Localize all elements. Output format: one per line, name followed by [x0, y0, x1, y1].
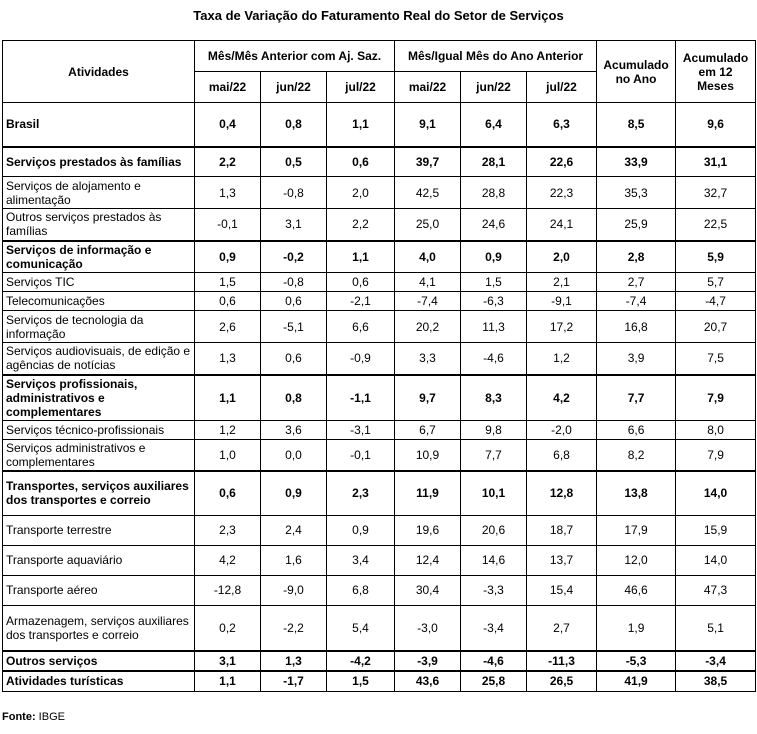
row-value: 9,7	[395, 375, 461, 421]
table-row	[3, 375, 756, 421]
row-value: -4,6	[461, 343, 527, 375]
row-value: 5,9	[676, 241, 756, 273]
table-row	[3, 605, 756, 651]
row-value: 3,6	[261, 420, 327, 439]
row-label: Transportes, serviços auxiliares dos transportes e correio	[3, 471, 195, 515]
row-value: 8,3	[461, 375, 527, 421]
row-value: 0,9	[327, 515, 395, 545]
row-value: 6,6	[327, 311, 395, 343]
row-value: 8,0	[676, 420, 756, 439]
header-mes-igual-mes: Mês/Igual Mês do Ano Anterior	[395, 41, 597, 72]
row-value: 9,8	[461, 420, 527, 439]
row-value: 42,5	[395, 177, 461, 209]
row-value: 2,7	[527, 605, 597, 651]
row-value: -1,7	[261, 671, 327, 691]
table-row	[3, 273, 756, 292]
row-value: 35,3	[597, 177, 676, 209]
row-value: 3,3	[395, 343, 461, 375]
row-value: 1,2	[527, 343, 597, 375]
row-value: -2,0	[527, 420, 597, 439]
row-value: 6,8	[527, 439, 597, 471]
row-value: -3,3	[461, 575, 527, 605]
source-note	[2, 711, 65, 723]
row-value: 6,4	[461, 103, 527, 147]
row-value: -3,0	[395, 605, 461, 651]
row-value: 33,9	[597, 147, 676, 177]
row-value: -3,4	[676, 651, 756, 671]
row-label: Outros serviços prestados às famílias	[3, 209, 195, 241]
row-label: Transporte aquaviário	[3, 545, 195, 575]
row-label: Serviços prestados às famílias	[3, 147, 195, 177]
row-value: 2,0	[327, 177, 395, 209]
row-value: 0,6	[327, 273, 395, 292]
row-value: 0,2	[195, 605, 261, 651]
row-value: 0,8	[261, 375, 327, 421]
row-value: -6,3	[461, 292, 527, 311]
row-value: -4,6	[461, 651, 527, 671]
row-value: 2,0	[527, 241, 597, 273]
row-value: 0,6	[195, 471, 261, 515]
row-value: 1,1	[195, 375, 261, 421]
row-value: 20,6	[461, 515, 527, 545]
row-value: 0,8	[261, 103, 327, 147]
row-value: 2,2	[195, 147, 261, 177]
row-value: 11,3	[461, 311, 527, 343]
row-value: 9,6	[676, 103, 756, 147]
row-label: Atividades turísticas	[3, 671, 195, 691]
row-value: 15,4	[527, 575, 597, 605]
row-value: 41,9	[597, 671, 676, 691]
row-value: 1,1	[327, 241, 395, 273]
row-value: 22,6	[527, 147, 597, 177]
row-value: 1,6	[261, 545, 327, 575]
row-value: 28,8	[461, 177, 527, 209]
row-value: 5,4	[327, 605, 395, 651]
row-value: 12,4	[395, 545, 461, 575]
row-value: 15,9	[676, 515, 756, 545]
row-value: 22,3	[527, 177, 597, 209]
header-month: mai/22	[195, 72, 261, 103]
row-label: Transporte aéreo	[3, 575, 195, 605]
row-label: Serviços de alojamento e alimentação	[3, 177, 195, 209]
table-row	[3, 343, 756, 375]
row-value: -12,8	[195, 575, 261, 605]
row-label: Serviços audiovisuais, de edição e agências de notícias	[3, 343, 195, 375]
row-value: 20,2	[395, 311, 461, 343]
source-value: IBGE	[38, 711, 65, 723]
table-row	[3, 103, 756, 147]
row-value: 1,3	[195, 177, 261, 209]
row-value: 25,8	[461, 671, 527, 691]
row-value: 6,8	[327, 575, 395, 605]
row-value: 43,6	[395, 671, 461, 691]
row-value: 6,6	[597, 420, 676, 439]
row-value: 30,4	[395, 575, 461, 605]
row-value: -3,9	[395, 651, 461, 671]
row-value: 0,6	[261, 343, 327, 375]
header-month: mai/22	[395, 72, 461, 103]
row-value: 46,6	[597, 575, 676, 605]
row-label: Serviços de informação e comunicação	[3, 241, 195, 273]
table-row	[3, 177, 756, 209]
row-value: -5,3	[597, 651, 676, 671]
header-mes-mes-anterior: Mês/Mês Anterior com Aj. Saz.	[195, 41, 395, 72]
row-value: -11,3	[527, 651, 597, 671]
row-value: -7,4	[597, 292, 676, 311]
row-value: 32,7	[676, 177, 756, 209]
row-value: 1,0	[195, 439, 261, 471]
row-value: 2,8	[597, 241, 676, 273]
row-value: 5,7	[676, 273, 756, 292]
row-value: 3,4	[327, 545, 395, 575]
row-value: 0,9	[461, 241, 527, 273]
header-atividades: Atividades	[3, 41, 195, 103]
row-value: 1,9	[597, 605, 676, 651]
services-revenue-table	[2, 40, 756, 692]
row-value: -4,7	[676, 292, 756, 311]
table-row	[3, 147, 756, 177]
row-value: 0,5	[261, 147, 327, 177]
source-label: Fonte:	[2, 711, 36, 723]
row-value: 4,2	[527, 375, 597, 421]
row-value: -0,2	[261, 241, 327, 273]
row-value: 4,1	[395, 273, 461, 292]
row-value: 7,7	[461, 439, 527, 471]
row-value: 1,5	[461, 273, 527, 292]
row-value: 2,3	[327, 471, 395, 515]
row-value: 2,4	[261, 515, 327, 545]
row-value: 13,8	[597, 471, 676, 515]
row-value: 1,5	[195, 273, 261, 292]
row-value: 7,9	[676, 439, 756, 471]
row-value: 7,7	[597, 375, 676, 421]
row-label: Outros serviços	[3, 651, 195, 671]
row-value: 6,7	[395, 420, 461, 439]
header-month: jul/22	[327, 72, 395, 103]
row-value: 26,5	[527, 671, 597, 691]
row-value: 17,9	[597, 515, 676, 545]
row-value: -2,1	[327, 292, 395, 311]
row-value: 16,8	[597, 311, 676, 343]
table-row	[3, 311, 756, 343]
row-value: 7,5	[676, 343, 756, 375]
row-value: 8,5	[597, 103, 676, 147]
table-row	[3, 575, 756, 605]
row-value: -0,1	[195, 209, 261, 241]
header-acumulado-ano: Acumulado no Ano	[597, 41, 676, 103]
row-value: -2,2	[261, 605, 327, 651]
row-value: 2,3	[195, 515, 261, 545]
row-value: 12,8	[527, 471, 597, 515]
row-value: -5,1	[261, 311, 327, 343]
row-value: 1,2	[195, 420, 261, 439]
row-value: 39,7	[395, 147, 461, 177]
table-row	[3, 209, 756, 241]
row-label: Serviços profissionais, administrativos e complementares	[3, 375, 195, 421]
row-value: 9,1	[395, 103, 461, 147]
row-value: 19,6	[395, 515, 461, 545]
row-value: 17,2	[527, 311, 597, 343]
row-value: -9,0	[261, 575, 327, 605]
table-row	[3, 292, 756, 311]
row-value: 8,2	[597, 439, 676, 471]
row-value: 25,9	[597, 209, 676, 241]
table-row	[3, 545, 756, 575]
row-value: 0,6	[327, 147, 395, 177]
row-label: Serviços de tecnologia da informação	[3, 311, 195, 343]
row-value: -0,8	[261, 273, 327, 292]
row-value: -4,2	[327, 651, 395, 671]
header-month: jul/22	[527, 72, 597, 103]
row-value: 3,9	[597, 343, 676, 375]
row-value: 20,7	[676, 311, 756, 343]
row-value: 3,1	[261, 209, 327, 241]
row-value: -0,1	[327, 439, 395, 471]
row-value: 22,5	[676, 209, 756, 241]
row-value: 4,0	[395, 241, 461, 273]
row-value: 1,5	[327, 671, 395, 691]
row-value: 24,6	[461, 209, 527, 241]
row-value: 11,9	[395, 471, 461, 515]
header-month: jun/22	[461, 72, 527, 103]
row-value: -3,4	[461, 605, 527, 651]
row-value: 4,2	[195, 545, 261, 575]
row-value: 14,0	[676, 471, 756, 515]
row-value: -7,4	[395, 292, 461, 311]
table-title: Taxa de Variação do Faturamento Real do Setor de Serviços	[193, 8, 564, 23]
row-value: 13,7	[527, 545, 597, 575]
header-acumulado-12-meses: Acumulado em 12 Meses	[676, 41, 756, 103]
header-month: jun/22	[261, 72, 327, 103]
row-value: 7,9	[676, 375, 756, 421]
row-value: 24,1	[527, 209, 597, 241]
row-value: 25,0	[395, 209, 461, 241]
table-row	[3, 439, 756, 471]
table-row	[3, 515, 756, 545]
table-row	[3, 651, 756, 671]
row-value: 10,9	[395, 439, 461, 471]
row-value: 2,2	[327, 209, 395, 241]
row-value: 14,0	[676, 545, 756, 575]
row-value: -1,1	[327, 375, 395, 421]
row-value: 28,1	[461, 147, 527, 177]
row-label: Brasil	[3, 103, 195, 147]
table-row	[3, 471, 756, 515]
table-row	[3, 420, 756, 439]
row-value: 0,6	[195, 292, 261, 311]
table-body	[3, 103, 756, 692]
row-value: 2,1	[527, 273, 597, 292]
row-value: -9,1	[527, 292, 597, 311]
row-value: 14,6	[461, 545, 527, 575]
row-value: 3,1	[195, 651, 261, 671]
row-value: -0,8	[261, 177, 327, 209]
row-value: 0,0	[261, 439, 327, 471]
row-value: 31,1	[676, 147, 756, 177]
row-value: 2,6	[195, 311, 261, 343]
row-label: Transporte terrestre	[3, 515, 195, 545]
row-value: -3,1	[327, 420, 395, 439]
row-value: 1,1	[195, 671, 261, 691]
row-value: 0,4	[195, 103, 261, 147]
row-label: Telecomunicações	[3, 292, 195, 311]
row-value: 1,3	[261, 651, 327, 671]
row-value: 0,9	[195, 241, 261, 273]
table-row	[3, 241, 756, 273]
row-value: 1,3	[195, 343, 261, 375]
row-value: 38,5	[676, 671, 756, 691]
row-value: 6,3	[527, 103, 597, 147]
row-value: 12,0	[597, 545, 676, 575]
row-value: 5,1	[676, 605, 756, 651]
table-row	[3, 671, 756, 691]
row-value: 2,7	[597, 273, 676, 292]
row-value: 10,1	[461, 471, 527, 515]
row-value: 47,3	[676, 575, 756, 605]
row-value: 1,1	[327, 103, 395, 147]
row-value: 18,7	[527, 515, 597, 545]
row-label: Armazenagem, serviços auxiliares dos transportes e correio	[3, 605, 195, 651]
row-label: Serviços técnico-profissionais	[3, 420, 195, 439]
row-value: 0,6	[261, 292, 327, 311]
row-value: 0,9	[261, 471, 327, 515]
row-label: Serviços administrativos e complementares	[3, 439, 195, 471]
row-value: -0,9	[327, 343, 395, 375]
row-label: Serviços TIC	[3, 273, 195, 292]
